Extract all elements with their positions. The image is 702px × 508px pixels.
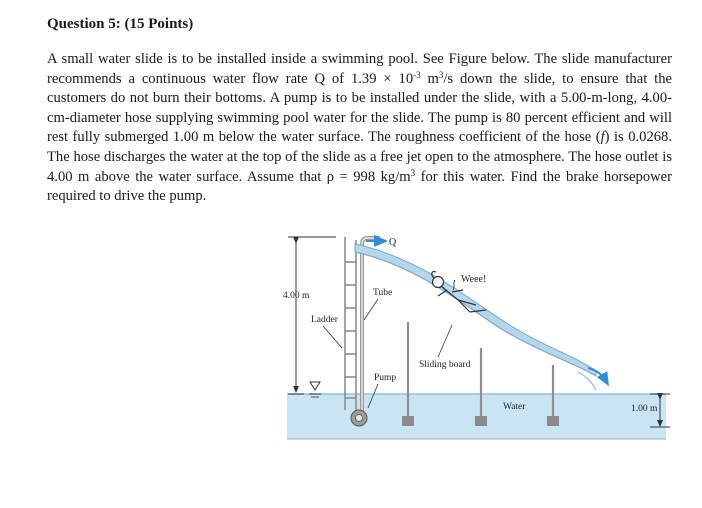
question-title: Question 5: (15 Points) — [47, 16, 194, 32]
exclamation-weee: Weee! — [461, 274, 487, 285]
friction-symbol: f — [600, 129, 605, 146]
pump-label: Pump — [374, 373, 397, 383]
problem-text-5: for this water. Find the brake horsepower required to drive the pump. — [47, 168, 672, 205]
surface-marker-icon — [310, 382, 320, 390]
flow-label-q: Q — [389, 237, 397, 248]
problem-text-3: /s down the slide, to ensure that the customers do not burn their bottoms. A pump is to be installed under the slide, with a 5.00-m-long, 4.00-cm-diameter hose supplying swimming pool water for the slide. The pump is 80 percent efficient and will rest fully submerged 1.00 m below the water surface. The roughness coefficient of the hose ( — [47, 70, 672, 146]
exponent-3: 3 — [438, 69, 444, 80]
ladder — [345, 237, 356, 410]
water-label: Water — [503, 402, 526, 412]
depth-label: 1.00 m — [631, 404, 658, 414]
sliding-board-leader — [438, 325, 452, 357]
ladder-leader — [323, 326, 342, 348]
tube-leader — [364, 299, 378, 320]
exponent-neg3: -3 — [413, 69, 421, 80]
problem-text-4: ) is 0.0268. The hose discharges the water at the top of the slide as a free jet open to the atmosphere. The hose outlet is 4.00 m above the water surface. Assume that ρ = 998 kg/m — [47, 129, 673, 185]
problem-text-1: A small water slide is to be installed inside a swimming pool. See Figure below. The slide manufacturer recommends a continuous water flow rate Q of 1.39 × 10 — [47, 51, 672, 87]
sliding-board-label: Sliding board — [419, 360, 471, 370]
pump-icon — [351, 410, 367, 426]
problem-text-2: m — [420, 70, 439, 87]
height-label: 4.00 m — [283, 291, 310, 301]
tube-label: Tube — [373, 288, 393, 298]
exponent-3b: 3 — [410, 167, 416, 178]
ladder-label: Ladder — [311, 315, 338, 325]
